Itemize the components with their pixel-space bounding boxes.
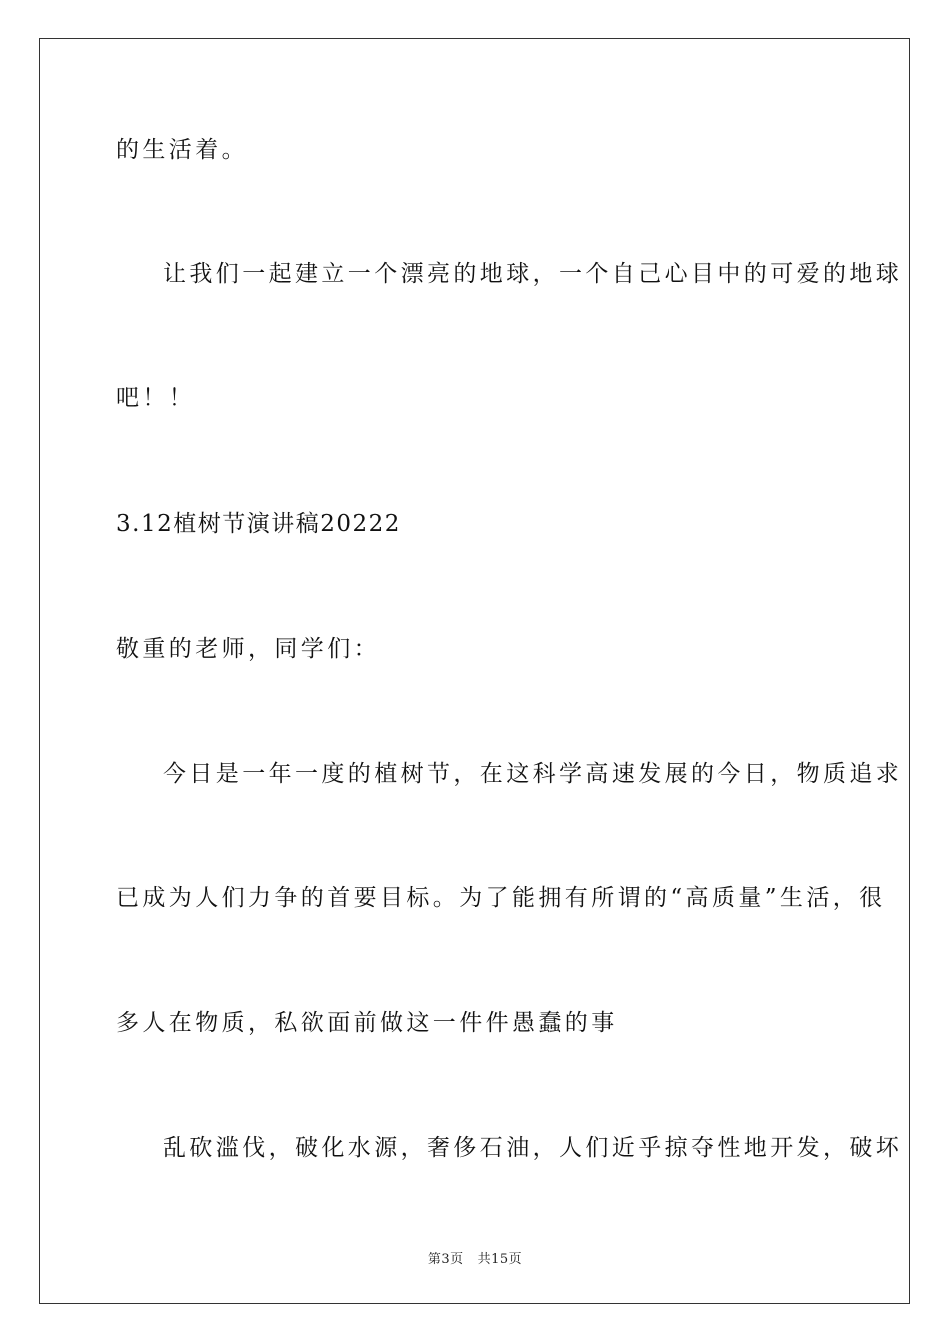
- page-border: [39, 38, 910, 1304]
- text-line-2: 让我们一起建立一个漂亮的地球，一个自己心目中的可爱的地球: [163, 261, 903, 287]
- text-line-3: 吧！！: [116, 385, 196, 411]
- page-number: 第3页: [427, 1252, 464, 1267]
- salutation: 敬重的老师，同学们：: [116, 636, 380, 662]
- text-line-8: 多人在物质，私欲面前做这一件件愚蠢的事: [116, 1010, 618, 1036]
- page-total: 共15页: [477, 1252, 523, 1267]
- text-line-7: 已成为人们力争的首要目标。为了能拥有所谓的“高质量”生活，很: [116, 885, 886, 911]
- section-heading: 3.12植树节演讲稿20222: [116, 511, 401, 537]
- page-footer: [0, 1248, 950, 1267]
- text-line-1: 的生活着。: [116, 137, 248, 163]
- text-line-6: 今日是一年一度的植树节，在这科学高速发展的今日，物质追求: [163, 761, 903, 787]
- text-line-9: 乱砍滥伐，破化水源，奢侈石油，人们近乎掠夺性地开发，破坏: [163, 1135, 903, 1161]
